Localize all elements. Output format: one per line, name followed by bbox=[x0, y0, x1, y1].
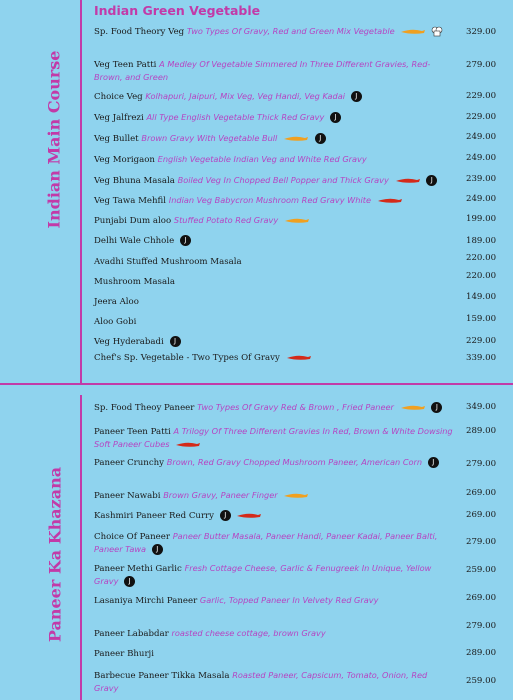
chili-mild-icon bbox=[400, 28, 426, 35]
item-desc: Two Types Of Gravy, Red and Green Mix Vegetable bbox=[186, 26, 395, 36]
item-price: 220.00 bbox=[466, 271, 497, 281]
menu-item bbox=[94, 111, 454, 124]
jain-icon: J bbox=[124, 576, 135, 587]
menu-item bbox=[94, 153, 454, 166]
item-desc: roasted cheese cottage, brown Gravy bbox=[171, 628, 326, 638]
item-name: Kashmiri Paneer Red Curry bbox=[94, 511, 215, 521]
item-desc: Brown Gravy, Paneer Finger bbox=[163, 490, 278, 500]
menu-item bbox=[94, 456, 454, 469]
item-price: 279.00 bbox=[466, 60, 497, 70]
item-name: Paneer Methi Garlic bbox=[94, 564, 182, 574]
item-price: 329.00 bbox=[466, 27, 497, 37]
divider-vertical-bottom bbox=[80, 395, 82, 700]
item-price: 259.00 bbox=[466, 565, 497, 575]
jain-icon: J bbox=[220, 510, 231, 521]
chef-hat-icon bbox=[431, 26, 443, 37]
item-price: 239.00 bbox=[466, 174, 497, 184]
item-name: Paneer Bhurji bbox=[94, 649, 154, 659]
chili-mild-icon bbox=[284, 217, 310, 224]
menu-item bbox=[94, 510, 454, 522]
menu-item bbox=[94, 276, 454, 288]
item-name: Veg Bhuna Masala bbox=[94, 176, 175, 186]
item-name: Avadhi Stuffed Mushroom Masala bbox=[94, 257, 242, 267]
item-price: 269.00 bbox=[466, 593, 497, 603]
jain-icon: J bbox=[180, 235, 191, 246]
item-name: Barbecue Paneer Tikka Masala bbox=[94, 671, 230, 681]
chili-hot-icon bbox=[286, 354, 312, 361]
item-desc: Indian Veg Babycron Mushroom Red Gravy White bbox=[168, 195, 371, 205]
item-price: 189.00 bbox=[466, 236, 497, 246]
menu-item bbox=[94, 235, 454, 247]
menu-item bbox=[94, 594, 454, 607]
item-price: 229.00 bbox=[466, 112, 497, 122]
item-price: 279.00 bbox=[466, 537, 497, 547]
item-price: 249.00 bbox=[466, 153, 497, 163]
item-name: Choice Veg bbox=[94, 92, 143, 102]
item-desc: A Medley Of Vegetable Simmered In Three Different Gravies, Red-Brown, and Green bbox=[94, 59, 431, 82]
menu-item bbox=[94, 401, 454, 414]
item-name: Veg Morigaon bbox=[94, 155, 155, 165]
item-name: Veg Jalfrezi bbox=[94, 113, 144, 123]
item-desc: English Vegetable Indian Veg and White Red Gravy bbox=[157, 154, 367, 164]
item-name: Chef's Sp. Vegetable - Two Types Of Gravy bbox=[94, 353, 280, 363]
item-name: Lasaniya Mirchi Paneer bbox=[94, 596, 198, 606]
menu-item bbox=[94, 352, 454, 364]
jain-icon: J bbox=[152, 544, 163, 555]
item-name: Paneer Teen Patti bbox=[94, 427, 171, 437]
menu-item bbox=[94, 296, 454, 308]
item-desc: Stuffed Potato Red Gravy bbox=[173, 215, 279, 225]
divider-horizontal bbox=[0, 383, 513, 385]
chili-hot-icon bbox=[395, 177, 421, 184]
jain-icon: J bbox=[315, 133, 326, 144]
jain-icon: J bbox=[351, 91, 362, 102]
chili-mild-icon bbox=[400, 404, 426, 411]
item-price: 199.00 bbox=[466, 214, 497, 224]
item-name: Sp. Food Theoy Paneer bbox=[94, 403, 195, 413]
menu-item bbox=[94, 627, 454, 640]
item-name: Paneer Lababdar bbox=[94, 629, 169, 639]
item-name: Mushroom Masala bbox=[94, 277, 175, 287]
item-name: Paneer Crunchy bbox=[94, 458, 165, 468]
chili-hot-icon bbox=[175, 441, 201, 448]
item-desc: Boiled Veg In Chopped Bell Popper and Thick Gravy bbox=[177, 175, 389, 185]
side-title-paneer: Paneer Ka Khazana bbox=[45, 466, 65, 643]
item-desc: Fresh Cottage Cheese, Garlic & Fenugreek In Unique, Yellow Gravy bbox=[94, 563, 432, 586]
item-desc: Kolhapuri, Jaipuri, Mix Veg, Veg Handi, Veg Kadai bbox=[145, 91, 346, 101]
item-name: Choice Of Paneer bbox=[94, 532, 170, 542]
item-price: 289.00 bbox=[466, 648, 497, 658]
jain-icon: J bbox=[330, 112, 341, 123]
item-name: Paneer Nawabi bbox=[94, 491, 161, 501]
item-desc: A Trilogy Of Three Different Gravies In Red, Brown & White Dowsing Soft Paneer Cubes bbox=[94, 426, 453, 449]
menu-item bbox=[94, 425, 454, 451]
item-price: 220.00 bbox=[466, 253, 497, 263]
menu-item bbox=[94, 316, 454, 328]
item-desc: All Type English Vegetable Thick Red Gravy bbox=[146, 112, 325, 122]
item-price: 269.00 bbox=[466, 488, 497, 498]
jain-icon: J bbox=[428, 457, 439, 468]
menu-item bbox=[94, 336, 454, 348]
item-desc: Brown, Red Gravy Chopped Mushroom Paneer, American Corn bbox=[166, 457, 423, 467]
item-price: 349.00 bbox=[466, 402, 497, 412]
divider-vertical-top bbox=[80, 0, 82, 383]
item-name: Jeera Aloo bbox=[94, 297, 139, 307]
item-price: 279.00 bbox=[466, 621, 497, 631]
jain-icon: J bbox=[431, 402, 442, 413]
chili-mild-icon bbox=[283, 492, 309, 499]
menu-item bbox=[94, 25, 454, 38]
item-desc: Two Types Of Gravy Red & Brown , Fried Paneer bbox=[197, 402, 394, 412]
item-price: 259.00 bbox=[466, 676, 497, 686]
jain-icon: J bbox=[426, 175, 437, 186]
item-desc: Garlic, Topped Paneer In Velvety Red Gravy bbox=[199, 595, 379, 605]
item-name: Delhi Wale Chhole bbox=[94, 236, 175, 246]
chili-hot-icon bbox=[377, 197, 403, 204]
item-price: 269.00 bbox=[466, 510, 497, 520]
menu-item bbox=[94, 194, 454, 207]
item-price: 249.00 bbox=[466, 132, 497, 142]
menu-item bbox=[94, 132, 454, 145]
item-price: 249.00 bbox=[466, 194, 497, 204]
side-title-main-course: Indian Main Course bbox=[44, 50, 64, 229]
item-name: Aloo Gobi bbox=[94, 317, 137, 327]
menu-item bbox=[94, 562, 454, 588]
item-name: Veg Bullet bbox=[94, 134, 139, 144]
menu-item bbox=[94, 530, 454, 556]
menu-item bbox=[94, 174, 454, 187]
jain-icon: J bbox=[170, 336, 181, 347]
menu-item bbox=[94, 58, 454, 84]
item-name: Veg Tawa Mehfil bbox=[94, 196, 167, 206]
item-name: Punjabi Dum aloo bbox=[94, 216, 172, 226]
item-price: 279.00 bbox=[466, 459, 497, 469]
item-price: 149.00 bbox=[466, 292, 497, 302]
chili-mild-icon bbox=[283, 135, 309, 142]
menu-item bbox=[94, 489, 454, 502]
menu-item bbox=[94, 648, 454, 660]
item-name: Veg Teen Patti bbox=[94, 60, 157, 70]
item-name: Sp. Food Theory Veg bbox=[94, 27, 185, 37]
item-price: 339.00 bbox=[466, 353, 497, 363]
menu-item bbox=[94, 669, 454, 695]
chili-hot-icon bbox=[236, 512, 262, 519]
section-title: Indian Green Vegetable bbox=[94, 3, 261, 18]
menu-item bbox=[94, 90, 454, 103]
item-desc: Brown Gravy With Vegetable Bull bbox=[141, 133, 278, 143]
menu-item bbox=[94, 214, 454, 227]
item-name: Veg Hyderabadi bbox=[94, 337, 164, 347]
item-desc: Paneer Butter Masala, Paneer Handi, Paneer Kadai, Paneer Balti, Paneer Tawa bbox=[94, 531, 438, 554]
item-price: 159.00 bbox=[466, 314, 497, 324]
item-price: 289.00 bbox=[466, 426, 497, 436]
item-desc: Roasted Paneer, Capsicum, Tomato, Onion, Red Gravy bbox=[94, 670, 428, 693]
menu-item bbox=[94, 256, 454, 268]
item-price: 229.00 bbox=[466, 336, 497, 346]
item-price: 229.00 bbox=[466, 91, 497, 101]
